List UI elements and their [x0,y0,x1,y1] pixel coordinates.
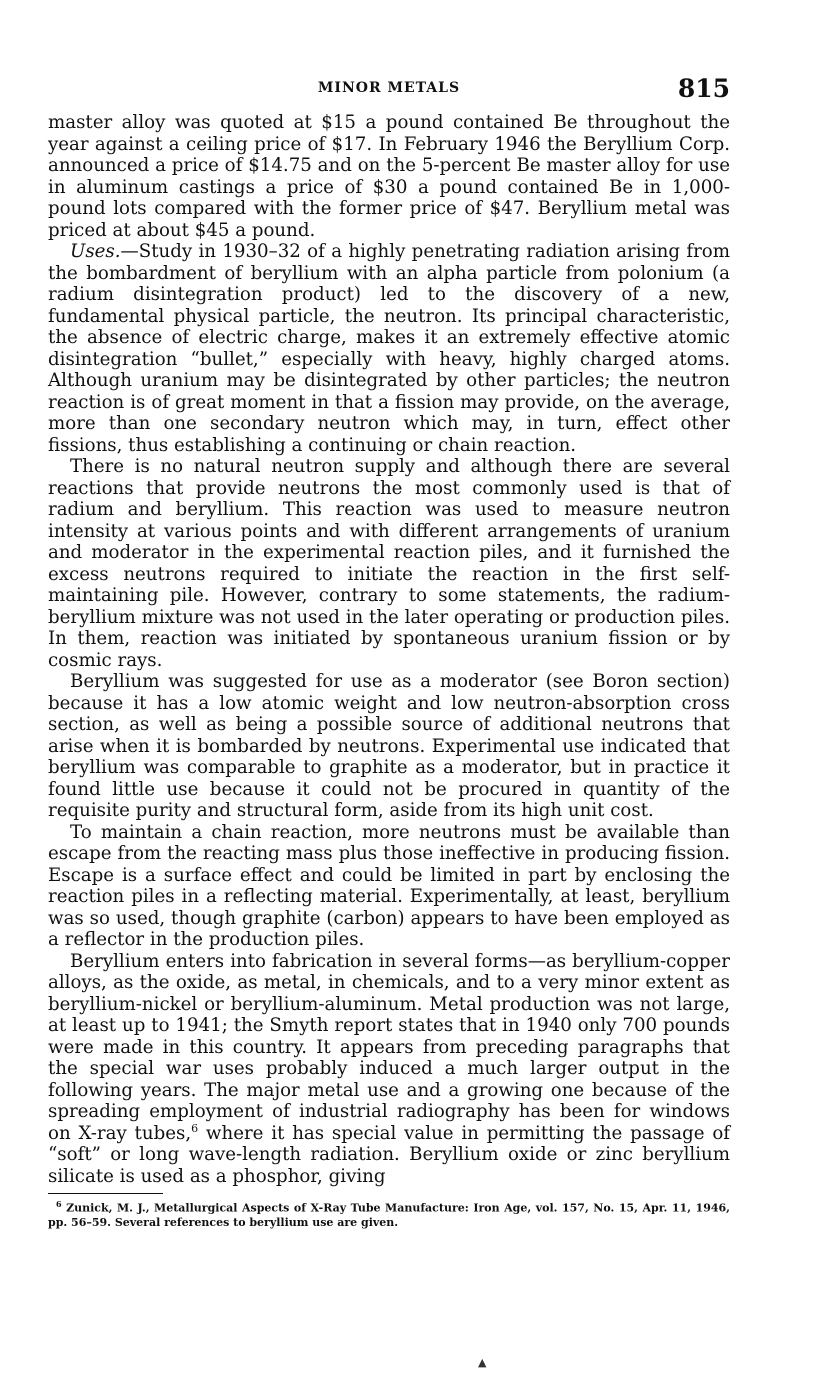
footnote [48,1197,730,1230]
page-header [48,72,730,112]
footnote-mark: 6 [56,1199,62,1209]
paragraph-chain-reaction: To maintain a chain reaction, more neutrons must be available than escape from the reacting mass plus those ineffective in producing fission. Escape is a surface effect and could be limited in part by enclosing the reaction piles in a reflecting material. Experimentally, at least, beryllium was so used, though graphite (carbon) appears to have been employed as a reflector in the production piles. [48,821,730,950]
footnote-text: Zunick, M. J., Metallurgical Aspects of X-Ray Tube Manufacture: Iron Age, vol. 157, No. 15, Apr. 11, 1946, pp. 56–59. Several references to beryllium use are given. [48,1201,730,1229]
fabrication-text: Beryllium enters into fabrication in several forms—as beryllium-copper alloys, as the oxide, as metal, in chemicals, and to a very minor extent as beryllium-nickel or beryllium-aluminum. Metal production was not large, at least up to 1941; the Smyth report states that in 1940 only 700 pounds were made in this country. It appears from preceding paragraphs that the special war uses probably induced a much larger output in the following years. The major metal use and a growing one because of the spreading employment of industrial radiography has been for windows on X-ray tubes, [48,950,730,1144]
page-number: 815 [677,74,730,103]
body-text [48,112,730,1187]
footnote-reference[interactable]: 6 [191,1121,199,1135]
fabrication-text-continued: where it has special value in permitting the passage of “soft” or long wave-length radiation. Beryllium oxide or zinc beryllium silicate is used as a phosphor, giving [48,1122,730,1187]
scan-artifact-mark: ▲ [478,1356,487,1369]
uses-heading: Uses. [70,241,121,262]
paragraph-moderator: Beryllium was suggested for use as a moderator (see Boron section) because it has a low atomic weight and low neutron-absorption cross section, as well as being a possible source of additional neutrons that arise when it is bombarded by neutrons. Experimental use indicated that beryllium was comparable to graphite as a moderator, but in practice it found little use because it could not be procured in quantity of the requisite purity and structural form, aside from its high unit cost. [48,671,730,821]
paragraph-price-continuation: master alloy was quoted at $15 a pound contained Be throughout the year against a ceiling price of $17. In February 1946 the Beryllium Corp. announced a price of $14.75 and on the 5-percent Be master alloy for use in aluminum castings a price of $30 a pound contained Be in 1,000-pound lots compared with the former price of $47. Beryllium metal was priced at about $45 a pound. [48,112,730,241]
uses-text: —Study in 1930–32 of a highly penetrating radiation arising from the bombardment of beryllium with an alpha particle from polonium (a radium disintegration product) led to the discovery of a new, fundamental physical particle, the neutron. Its principal characteristic, the absence of electric charge, makes it an extremely effective atomic disintegration “bullet,” especially with heavy, highly charged atoms. Although uranium may be disintegrated by other particles; the neutron reaction is of great moment in that a fission may provide, on the average, more than one secondary neutron which may, in turn, effect other fissions, thus establishing a continuing or chain reaction. [48,241,730,456]
paragraph-neutron-supply: There is no natural neutron supply and although there are several reactions that provide neutrons the most commonly used is that of radium and beryllium. This reaction was used to measure neutron intensity at various points and with different arrangements of uranium and moderator in the experimental reaction piles, and it furnished the excess neutrons required to initiate the reaction in the first self-maintaining pile. However, contrary to some statements, the radium-beryllium mixture was not used in the later operating or production piles. In them, reaction was initiated by spontaneous uranium fission or by cosmic rays. [48,456,730,671]
footnote-divider [48,1193,163,1194]
document-page [48,72,730,1230]
paragraph-fabrication [48,951,730,1188]
running-title: MINOR METALS [317,80,461,96]
paragraph-uses [48,241,730,456]
